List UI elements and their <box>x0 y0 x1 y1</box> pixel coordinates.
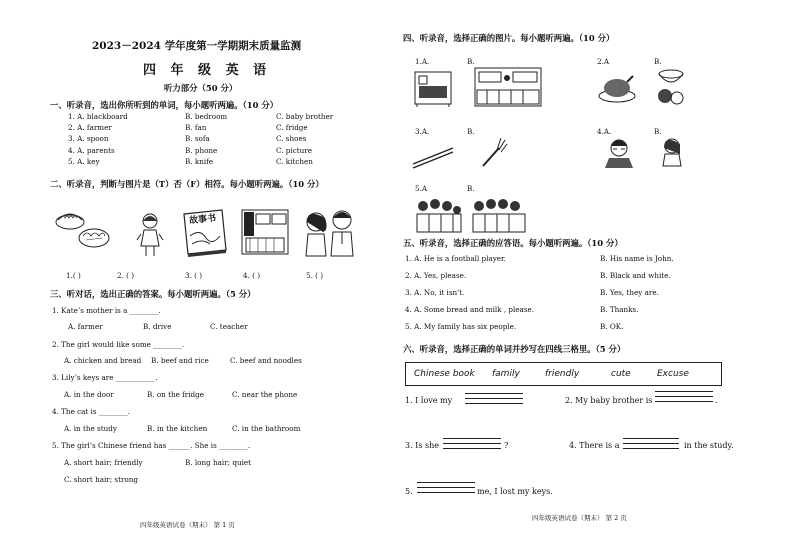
sentence-4: 4. There is a <box>569 441 620 450</box>
two-children-picture <box>300 208 360 258</box>
response-2-b: B. Black and white. <box>600 271 671 280</box>
sentence-3-end: ? <box>504 441 509 450</box>
q3-label-b: B. <box>467 127 475 136</box>
girl-picture <box>659 136 685 168</box>
q5-label-b: B. <box>467 184 475 193</box>
question-1: 1. Kate’s mother is a ________. <box>52 306 161 315</box>
option-c: C. baby brother <box>276 112 334 121</box>
food-bowls-picture <box>52 204 112 252</box>
q4-option-c: C. in the bathroom <box>232 424 301 433</box>
fork-picture <box>479 134 509 170</box>
response-5-b: B. OK. <box>600 322 624 331</box>
option-row <box>68 157 333 166</box>
word-bank-box <box>405 362 722 386</box>
tf-answer-1[interactable]: 1.( ) <box>66 271 81 280</box>
response-4-b: B. Thanks. <box>600 305 639 314</box>
sentence-1: 1. I love my <box>405 396 453 405</box>
q5-option-b: B. long hair; quiet <box>185 458 252 467</box>
sentence-5: me, I lost my keys. <box>477 487 553 496</box>
q2-label-a: 2.A <box>597 57 610 66</box>
option-row <box>68 123 333 132</box>
option-b: B. bedroom <box>185 112 228 121</box>
writing-lines-4[interactable] <box>623 436 679 452</box>
section-5-heading: 五、听录音，选择正确的应答语。每小题听两遍。（10 分） <box>403 238 623 248</box>
option-row <box>68 112 333 121</box>
section-2-heading: 二、听录音，判断与图片是（T）否（F）相符。每小题听两遍。（10 分） <box>50 179 324 189</box>
option-a: 3. A. spoon <box>68 134 109 144</box>
sentence-2: 2. My baby brother is <box>565 396 653 405</box>
page-footer: 四年级英语试卷（期末） 第 1 页 <box>140 521 235 529</box>
q3-option-a: A. in the door <box>64 390 114 399</box>
word-family: family <box>492 369 520 379</box>
story-book-label: 故事书 <box>188 213 217 227</box>
q1-option-b: B. drive <box>143 322 172 331</box>
q1-option-a: A. farmer <box>68 322 103 331</box>
soup-bowl-picture <box>655 66 687 108</box>
option-b: B. sofa <box>185 134 210 144</box>
q4-label-a: 4.A. <box>597 127 612 136</box>
teacher-picture <box>136 212 164 260</box>
q4-option-a: A. in the study <box>64 424 117 433</box>
option-row <box>68 134 333 143</box>
living-room-picture <box>413 68 453 108</box>
q5-label-a: 5.A <box>415 184 428 193</box>
word-friendly: friendly <box>545 369 580 379</box>
option-c: C. kitchen <box>276 156 313 166</box>
tf-answer-5[interactable]: 5. ( ) <box>306 271 324 280</box>
q4-option-b: B. in the kitchen <box>147 424 208 433</box>
option-b: B. knife <box>185 156 214 166</box>
word-chinese-book: Chinese book <box>414 369 475 379</box>
q4-label-b: B. <box>654 127 662 136</box>
tf-answer-3[interactable]: 3. ( ) <box>185 271 203 280</box>
q2-option-a: A. chicken and bread <box>64 356 142 365</box>
question-4: 4. The cat is ________. <box>52 407 130 416</box>
question-3: 3. Lily’s keys are ___________. <box>52 373 158 382</box>
roast-chicken-picture <box>597 68 637 106</box>
tf-answer-2[interactable]: 2. ( ) <box>117 271 135 280</box>
response-4-a: 4. A. Some bread and milk , please. <box>405 305 535 314</box>
question-2: 2. The girl would like some ________. <box>52 340 185 349</box>
sentence-3: 3. Is she <box>405 441 439 450</box>
q3-label-a: 3.A. <box>415 127 430 136</box>
q2-label-b: B. <box>654 57 662 66</box>
option-a: 5. A. key <box>68 156 100 166</box>
q2-option-c: C. beef and noodles <box>230 356 302 365</box>
man-with-glasses-picture <box>603 136 639 170</box>
option-c: C. fridge <box>276 123 308 133</box>
option-c: C. picture <box>276 145 312 155</box>
family-photo-b-picture <box>471 194 527 234</box>
option-b: B. phone <box>185 145 218 155</box>
kitchen-counter-picture <box>473 66 543 108</box>
listening-header: 听力部分（50 分） <box>164 83 238 93</box>
sentence-4-end: in the study. <box>684 441 734 450</box>
response-2-a: 2. A. Yes, please. <box>405 271 467 280</box>
q1-label-b: B. <box>467 57 475 66</box>
section-1-heading: 一、听录音，选出你所听到的单词，每小题听两遍。（10 分） <box>50 100 279 110</box>
writing-lines-3[interactable] <box>443 436 501 452</box>
response-5-a: 5. A. My family has six people. <box>405 322 517 331</box>
writing-lines-5[interactable] <box>417 480 475 496</box>
chopsticks-picture <box>411 140 455 170</box>
q5-option-c: C. short hair; strong <box>64 475 138 484</box>
q3-option-b: B. on the fridge <box>147 390 204 399</box>
q1-label-a: 1.A. <box>415 57 430 66</box>
word-cute: cute <box>611 369 631 379</box>
word-excuse: Excuse <box>657 369 689 379</box>
q2-option-b: B. beef and rice <box>151 356 209 365</box>
option-a: 1. A. blackboard <box>68 112 128 121</box>
section-6-heading: 六、听录音，选择正确的单词并抄写在四线三格里。（5 分） <box>403 344 626 354</box>
response-3-b: B. Yes, they are. <box>600 288 659 297</box>
option-a: 2. A. farmer <box>68 123 112 133</box>
question-5: 5. The girl’s Chinese friend has ______. She is ________. <box>52 441 251 450</box>
option-row <box>68 146 333 155</box>
section-3-heading: 三、听对话，选出正确的答案。每小题听两遍。（5 分） <box>50 289 256 299</box>
sentence-5-number: 5. <box>405 487 413 496</box>
option-b: B. fan <box>185 123 207 133</box>
response-3-a: 3. A. No, it isn't. <box>405 288 465 297</box>
section-1-options <box>68 112 333 166</box>
q5-option-a: A. short hair; friendly <box>64 458 143 467</box>
tf-answer-4[interactable]: 4. ( ) <box>243 271 261 280</box>
option-c: C. shoes <box>276 134 307 144</box>
exam-subject: 四 年 级 英 语 <box>143 63 272 78</box>
section-4-heading: 四、听录音，选择正确的图片。每小题听两遍。（10 分） <box>403 33 615 43</box>
q3-option-c: C. near the phone <box>232 390 298 399</box>
q1-option-c: C. teacher <box>210 322 248 331</box>
response-1-a: 1. A. He is a football player. <box>405 254 506 263</box>
page-footer: 四年级英语试卷（期末） 第 2 页 <box>532 514 627 522</box>
response-1-b: B. His name is John. <box>600 254 674 263</box>
writing-lines-1[interactable] <box>465 391 523 407</box>
exam-title: 2023－2024 学年度第一学期期末质量监测 <box>92 40 302 52</box>
option-a: 4. A. parents <box>68 145 115 155</box>
kitchen-picture <box>240 206 290 256</box>
exam-page-2 <box>397 0 794 550</box>
sentence-2-end: . <box>715 396 718 405</box>
family-photo-a-picture <box>413 194 465 234</box>
writing-lines-2[interactable] <box>655 389 713 405</box>
